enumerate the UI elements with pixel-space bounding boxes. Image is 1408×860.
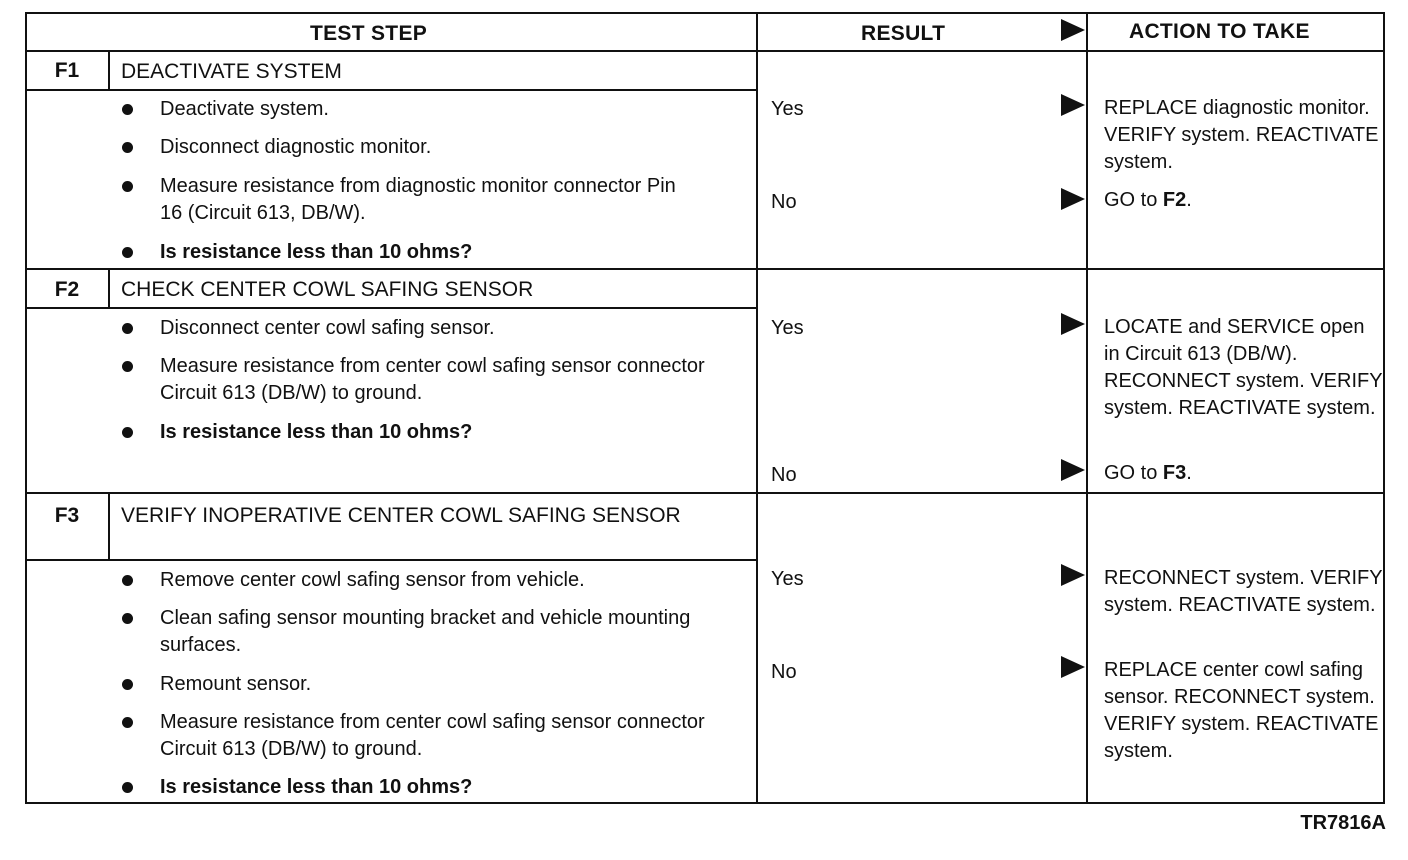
bullet-text: Is resistance less than 10 ohms? [160, 241, 473, 263]
f3-action-yes: RECONNECT system. VERIFY system. REACTIVATE system. [1104, 567, 1383, 616]
f3-result-yes: Yes [771, 568, 804, 590]
bullet-dot-icon [122, 247, 133, 258]
bullet-text: Measure resistance from diagnostic monitor connector Pin 16 (Circuit 613, DB/W). [160, 175, 676, 224]
bullet-dot-icon [122, 575, 133, 586]
f1-action-yes: REPLACE diagnostic monitor. VERIFY system. REACTIVATE system. [1104, 97, 1379, 173]
f1-result-no: No [771, 191, 797, 213]
f2-bottom-rule [27, 492, 1385, 494]
step-reference: F2 [1162, 189, 1187, 211]
bullet-dot-icon [122, 142, 133, 153]
header-action: ACTION TO TAKE [1129, 20, 1310, 43]
diagnostic-table [25, 12, 1385, 804]
right-arrow-icon [1061, 188, 1085, 210]
f2-result-no: No [771, 464, 797, 486]
f3-action-no: REPLACE center cowl safing sensor. RECONNECT system. VERIFY system. REACTIVATE system. [1104, 659, 1379, 762]
f1-title-rule [27, 89, 756, 91]
f3-id-divider [108, 494, 110, 560]
bullet-text: Remove center cowl safing sensor from vehicle. [160, 569, 585, 591]
bullet-text: Disconnect diagnostic monitor. [160, 136, 432, 158]
step-reference: F3 [1162, 462, 1187, 484]
bullet-dot-icon [122, 717, 133, 728]
column-divider-action [1086, 14, 1088, 802]
f3-result-no: No [771, 661, 797, 683]
f1-action-no [1104, 187, 1384, 214]
action-text: GO to [1104, 189, 1163, 211]
f2-id-divider [108, 270, 110, 308]
right-arrow-icon [1061, 564, 1085, 586]
bullet-dot-icon [122, 181, 133, 192]
bullet-dot-icon [122, 782, 133, 793]
f2-action-no [1104, 460, 1384, 487]
bullet-text: Disconnect center cowl safing sensor. [160, 317, 495, 339]
bullet-dot-icon [122, 361, 133, 372]
step-title-f3: VERIFY INOPERATIVE CENTER COWL SAFING SENSOR [121, 504, 681, 527]
bullet-text: Is resistance less than 10 ohms? [160, 421, 473, 443]
bullet-text: Clean safing sensor mounting bracket and vehicle mounting surfaces. [160, 607, 691, 656]
bullet-dot-icon [122, 679, 133, 690]
f1-result-yes: Yes [771, 98, 804, 120]
f2-action-yes: LOCATE and SERVICE open in Circuit 613 (DB/W). RECONNECT system. VERIFY system. REACTIVATE system. [1104, 316, 1383, 419]
step-id-f2: F2 [54, 278, 80, 301]
right-arrow-icon [1061, 94, 1085, 116]
step-title-f1: DEACTIVATE SYSTEM [121, 60, 342, 83]
f2-title-rule [27, 307, 756, 309]
step-id-f1: F1 [54, 59, 80, 82]
right-arrow-icon [1061, 313, 1085, 335]
right-arrow-icon [1061, 19, 1085, 41]
bullet-text: Deactivate system. [160, 98, 329, 120]
bullet-text: Measure resistance from center cowl safing sensor connector Circuit 613 (DB/W) to ground. [160, 355, 705, 404]
bullet-dot-icon [122, 613, 133, 624]
f1-bottom-rule [27, 268, 1385, 270]
bullet-text: Measure resistance from center cowl safing sensor connector Circuit 613 (DB/W) to ground. [160, 711, 705, 760]
figure-id: TR7816A [1300, 812, 1386, 834]
bullet-dot-icon [122, 427, 133, 438]
step-id-f3: F3 [54, 504, 80, 527]
bullet-dot-icon [122, 104, 133, 115]
action-text-suffix: . [1186, 462, 1192, 484]
step-title-f2: CHECK CENTER COWL SAFING SENSOR [121, 278, 534, 301]
bullet-dot-icon [122, 323, 133, 334]
right-arrow-icon [1061, 459, 1085, 481]
right-arrow-icon [1061, 656, 1085, 678]
header-rule [27, 50, 1385, 52]
bullet-text: Is resistance less than 10 ohms? [160, 776, 473, 798]
column-divider-result [756, 14, 758, 802]
f3-title-rule [27, 559, 756, 561]
header-result: RESULT [861, 22, 946, 45]
action-text: GO to [1104, 462, 1163, 484]
action-text-suffix: . [1186, 189, 1192, 211]
f2-result-yes: Yes [771, 317, 804, 339]
f1-id-divider [108, 50, 110, 90]
bullet-text: Remount sensor. [160, 673, 312, 695]
header-test-step: TEST STEP [310, 22, 428, 45]
